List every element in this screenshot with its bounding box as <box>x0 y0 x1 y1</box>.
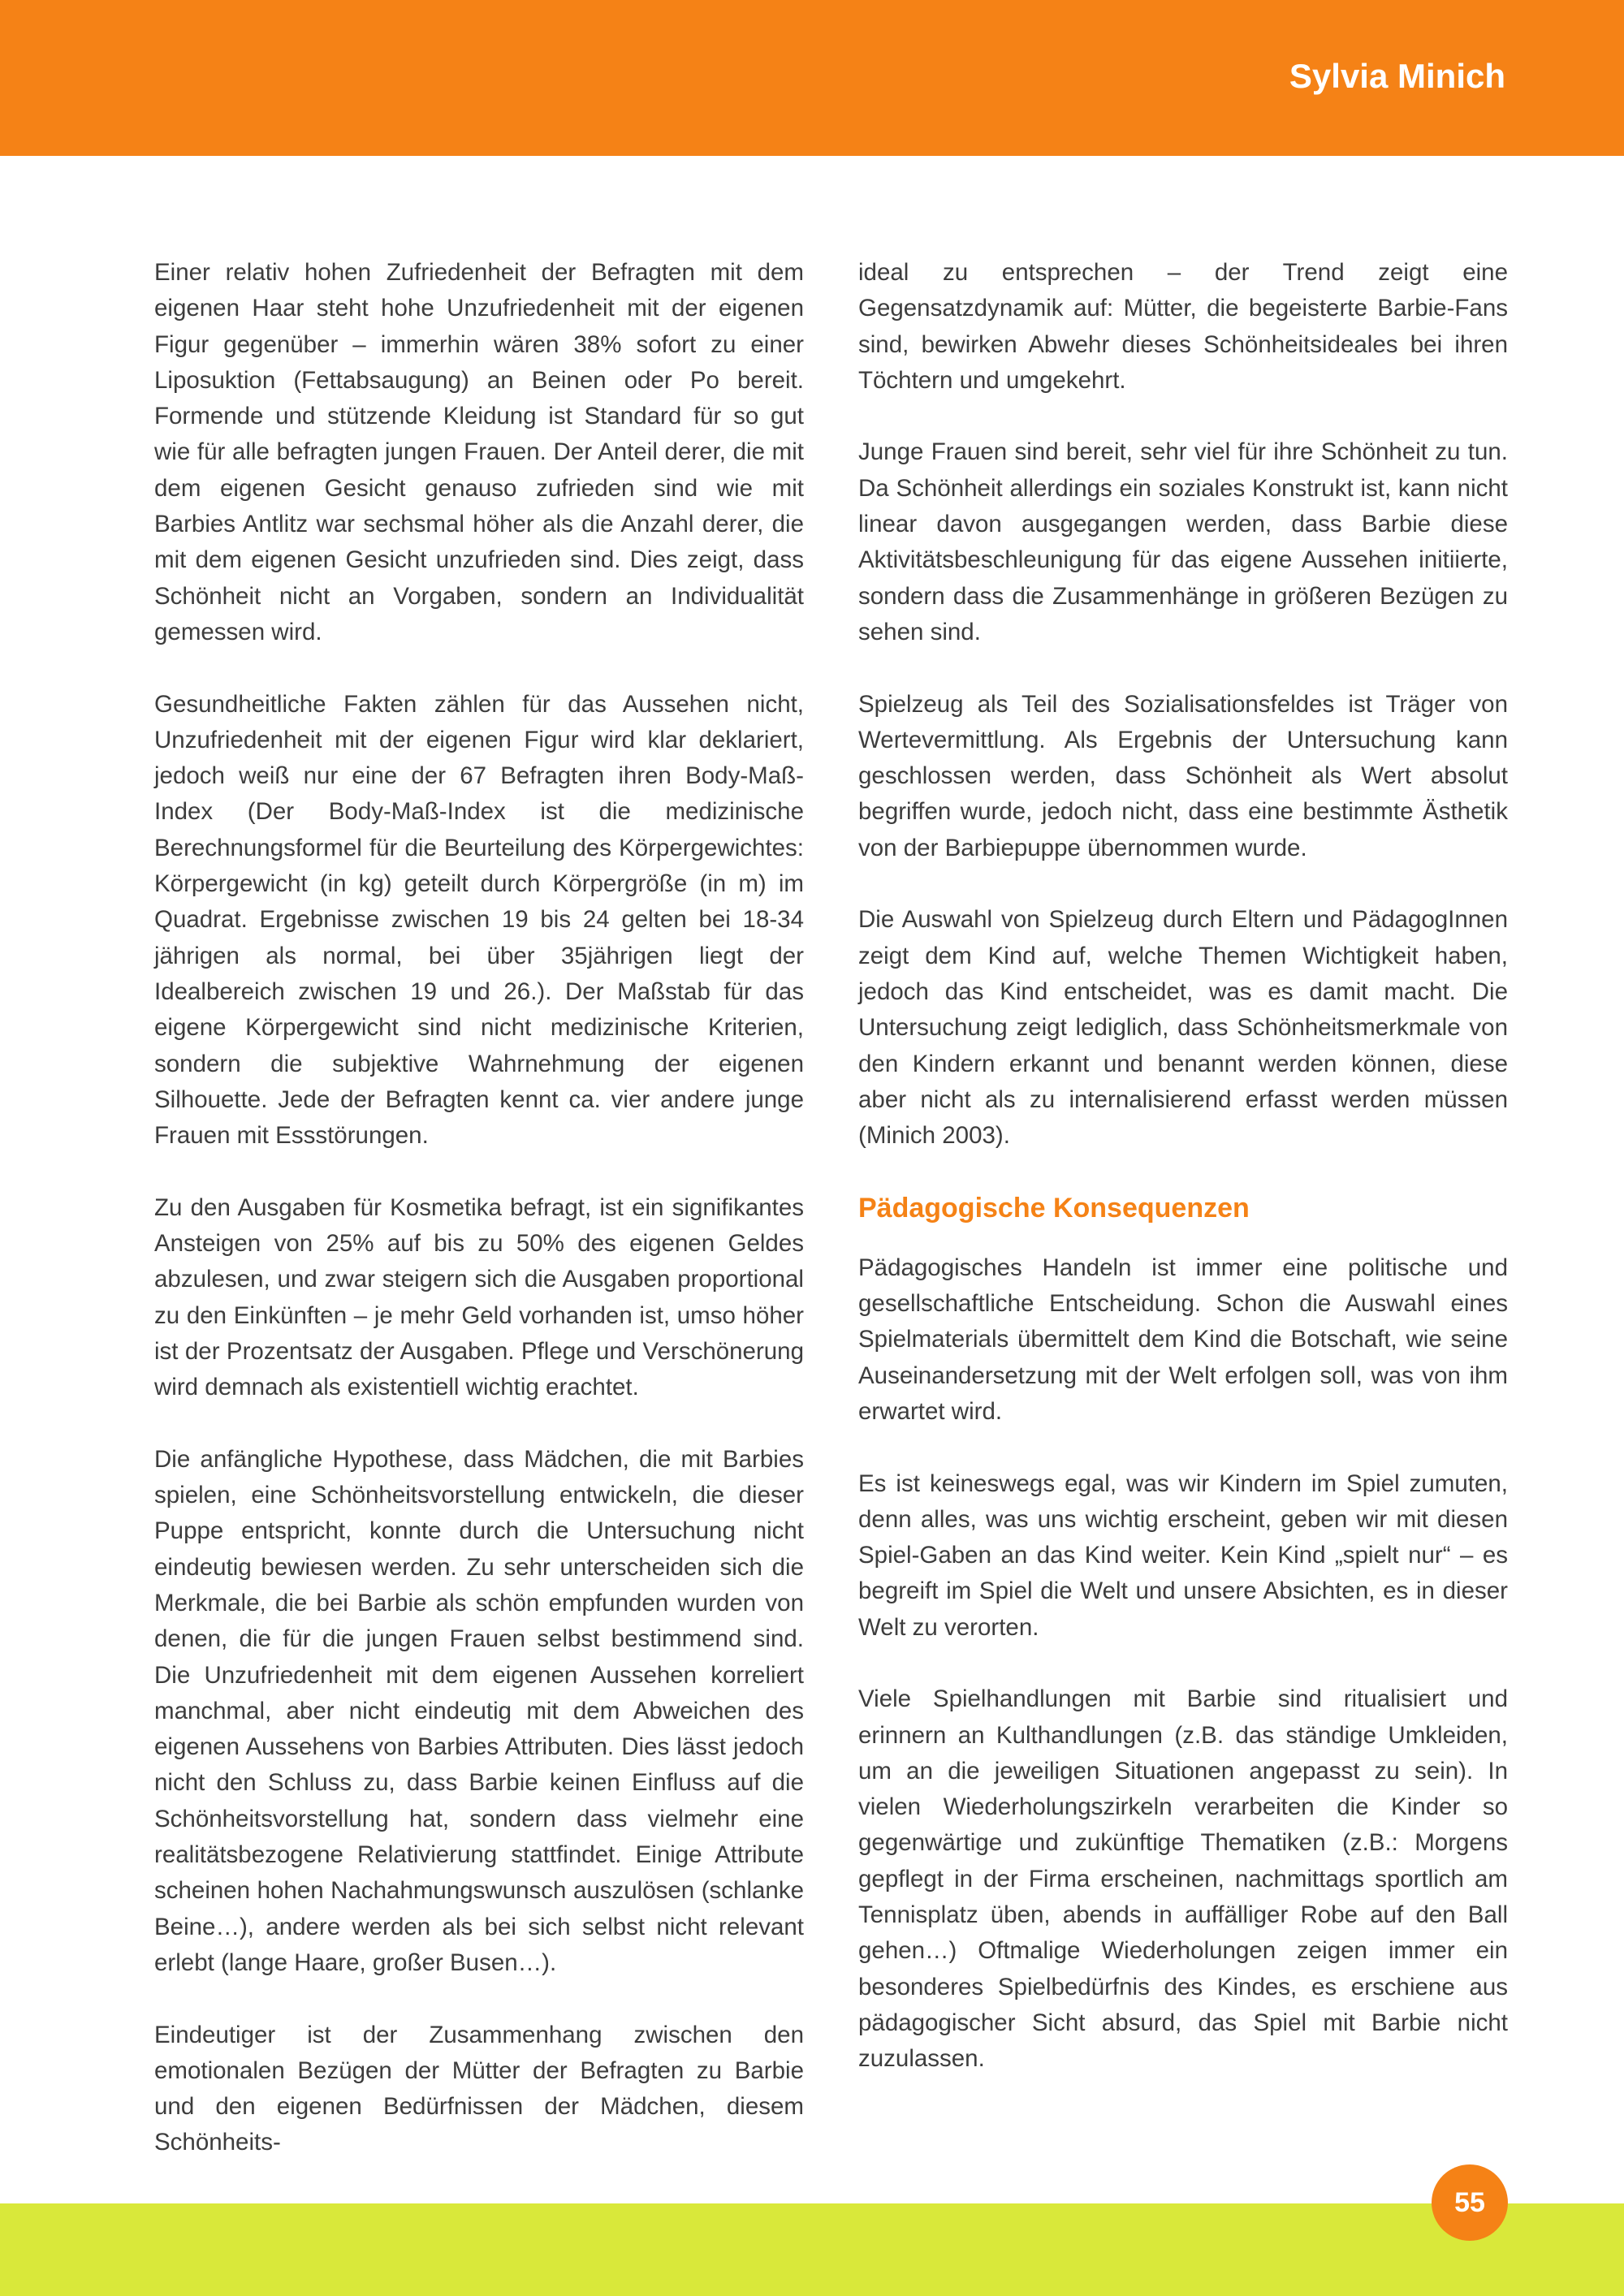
right-column <box>858 255 1508 2113</box>
paragraph: Gesundheitliche Fakten zählen für das Aussehen nicht, Unzufriedenheit mit der eigenen Figur wird klar deklariert, jedoch weiß nur eine der 67 Befragten ihren Body-Maß-Index (Der Body-Maß-Index ist die medizinische Berechnungsformel für die Beurteilung des Körpergewichtes: Körpergewicht (in kg) geteilt durch Körpergröße (in m) im Quadrat. Ergebnisse zwischen 19 bis 24 gelten bei 18-34 jährigen als normal, bei über 35jährigen liegt der Idealbereich zwischen 19 und 26.). Der Maßstab für das eigene Körpergewicht sind nicht medizinische Kriterien, sondern die subjektive Wahrnehmung der eigenen Silhouette. Jede der Befragten kennt ca. vier andere junge Frauen mit Essstörungen. <box>154 690 804 1150</box>
paragraph: Eindeutiger ist der Zusammenhang zwischen den emotionalen Bezügen der Mütter der Befragten zu Barbie und den eigenen Bedürfnissen der Mädchen, diesem Schönheits- <box>154 2021 804 2156</box>
paragraph: Die Auswahl von Spielzeug durch Eltern und PädagogInnen zeigt dem Kind auf, welche Themen Wichtigkeit haben, jedoch das Kind entscheidet, was es damit macht. Die Untersuchung zeigt lediglich, dass Schönheitsmerkmale von den Kindern erkannt und benannt werden können, diese aber nicht als zu internalisierend erfasst werden müssen (Minich 2003). <box>858 906 1508 1150</box>
header-bar <box>0 0 1624 156</box>
paragraph: Einer relativ hohen Zufriedenheit der Befragten mit dem eigenen Haar steht hohe Unzufriedenheit mit der eigenen Figur gegenüber – immerhin wären 38% sofort zu einer Liposuktion (Fettabsaugung) an Beinen oder Po bereit. Formende und stützende Kleidung ist Standard für so gut wie für alle befragten jungen Frauen. Der Anteil derer, die mit dem eigenen Gesicht genauso zufrieden sind wie mit Barbies Antlitz war sechsmal höher als die Anzahl derer, die mit dem eigenen Gesicht unzufrieden sind. Dies zeigt, dass Schönheit nicht an Vorgaben, sondern an Individualität gemessen wird. <box>154 259 804 645</box>
paragraph: Es ist keineswegs egal, was wir Kindern im Spiel zumuten, denn alles, was uns wichtig erscheint, geben wir mit diesen Spiel-Gaben an das Kind weiter. Kein Kind „spielt nur“ – es begreift im Spiel die Welt und unsere Absichten, es in dieser Welt zu verorten. <box>858 1470 1508 1641</box>
paragraph: Junge Frauen sind bereit, sehr viel für ihre Schönheit zu tun. Da Schönheit allerdings ein soziales Konstrukt ist, kann nicht linear davon ausgegangen werden, dass Barbie diese Aktivitätsbeschleunigung für das eigene Aussehen initiierte, sondern dass die Zusammenhänge in größeren Bezügen zu sehen sind. <box>858 438 1508 645</box>
paragraph: Pädagogisches Handeln ist immer eine politische und gesellschaftliche Entscheidung. Schon die Auswahl eines Spielmaterials übermittelt dem Kind die Botschaft, wie seine Auseinandersetzung mit der Welt erfolgen soll, was von ihm erwartet wird. <box>858 1254 1508 1425</box>
section-heading: Pädagogische Konsequenzen <box>858 1192 1250 1224</box>
paragraph: Die anfängliche Hypothese, dass Mädchen, die mit Barbies spielen, eine Schönheitsvorstellung entwickeln, die dieser Puppe entspricht, konnte durch die Untersuchung nicht eindeutig bewiesen werden. Zu sehr unterscheiden sich die Merkmale, die bei Barbie als schön empfunden wurden von denen, die für die jungen Frauen selbst bestimmend sind. Die Unzufriedenheit mit dem eigenen Aussehen korreliert manchmal, aber nicht eindeutig mit dem Abweichen des eigenen Aussehens von Barbies Attributen. Dies lässt jedoch nicht den Schluss zu, dass Barbie keinen Einfluss auf die Schönheitsvorstellung hat, sondern dass vielmehr eine realitätsbezogene Relativierung stattfindet. Einige Attribute scheinen hohen Nachahmungswunsch auszulösen (schlanke Beine…), andere werden als bei sich selbst nicht relevant erlebt (lange Haare, großer Busen…). <box>154 1445 804 1976</box>
page-number: 55 <box>1454 2186 1485 2218</box>
author-name: Sylvia Minich <box>1289 57 1505 95</box>
paragraph: Zu den Ausgaben für Kosmetika befragt, ist ein signifikantes Ansteigen von 25% auf bis zu 50% des eigenen Geldes abzulesen, und zwar steigern sich die Ausgaben proportional zu den Einkünften – je mehr Geld vorhanden ist, umso höher ist der Prozentsatz der Ausgaben. Pflege und Verschönerung wird demnach als existentiell wichtig erachtet. <box>154 1193 804 1401</box>
footer-band <box>0 2203 1624 2296</box>
paragraph: Spielzeug als Teil des Sozialisationsfeldes ist Träger von Wertevermittlung. Als Ergebnis der Untersuchung kann geschlossen werden, dass Schönheit als Wert absolut begriffen wurde, jedoch nicht, dass eine bestimmte Ästhetik von der Barbiepuppe übernommen wurde. <box>858 690 1508 861</box>
page-number-badge <box>1432 2164 1508 2241</box>
paragraph: ideal zu entsprechen – der Trend zeigt eine Gegensatzdynamik auf: Mütter, die begeisterte Barbie-Fans sind, bewirken Abwehr dieses Schönheitsideales bei ihren Töchtern und umgekehrt. <box>858 259 1508 394</box>
left-column <box>154 255 804 2197</box>
paragraph: Viele Spielhandlungen mit Barbie sind ritualisiert und erinnern an Kulthandlungen (z.B. das ständige Umkleiden, um an die jeweiligen Situationen angepasst zu sein). In vielen Wiederholungszirkeln verarbeiten die Kinder so gegenwärtige und zukünftige Thematiken (z.B.: Morgens gepflegt in der Firma erscheinen, nachmittags sportlich am Tennisplatz üben, abends in auffälliger Robe auf den Ball gehen…) Oftmalige Wiederholungen zeigen immer ein besonderes Spielbedürfnis des Kindes, es erschiene aus pädagogischer Sicht absurd, das Spiel mit Barbie nicht zuzulassen. <box>858 1685 1508 2073</box>
